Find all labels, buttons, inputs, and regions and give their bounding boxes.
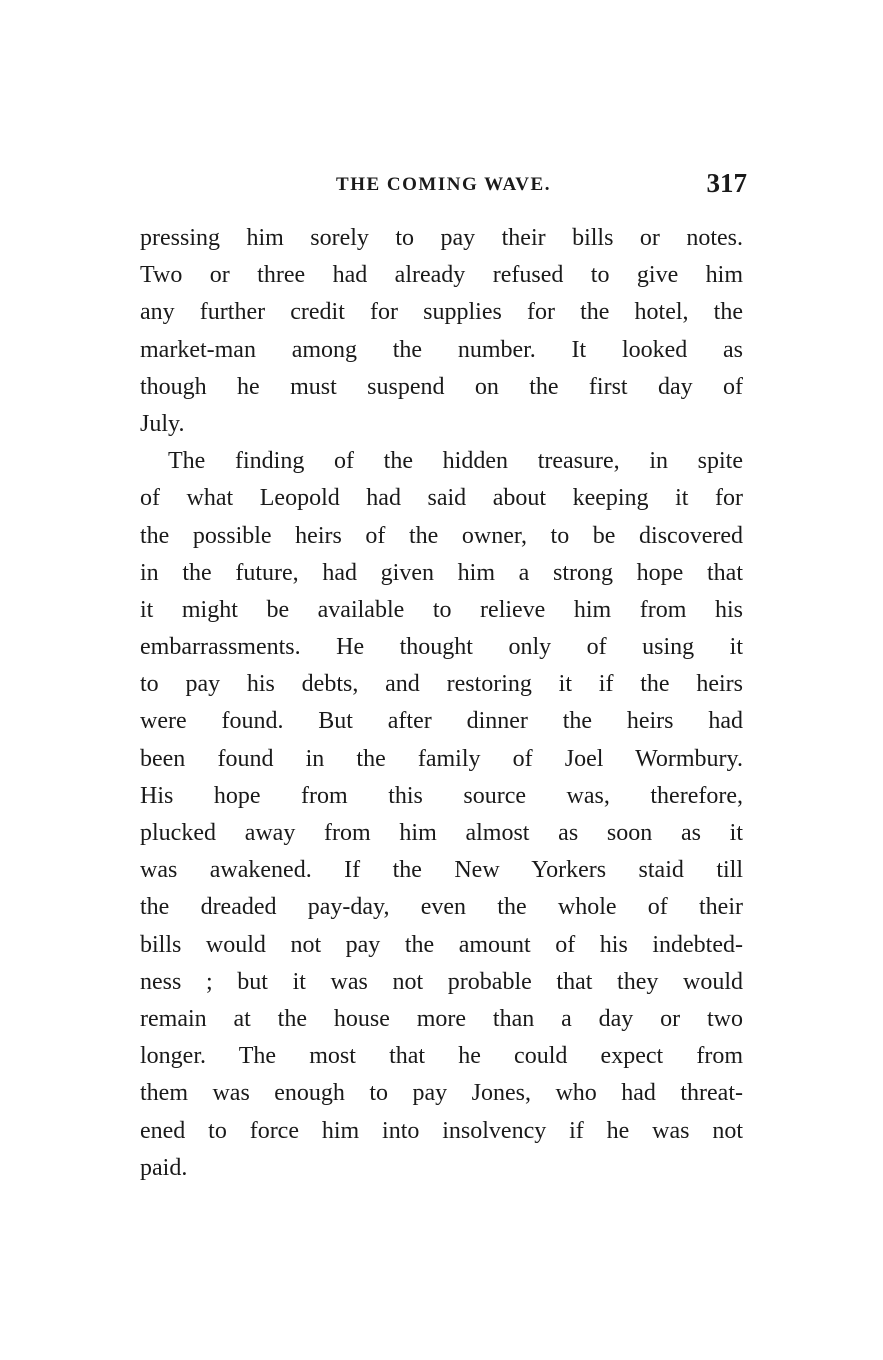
text-line: His hope from this source was, therefore, [140,782,743,809]
text-line: to pay his debts, and restoring it if the heirs [140,671,743,698]
text-line: been found in the family of Joel Wormbury. [140,745,743,772]
text-line: any further credit for supplies for the hotel, the [140,299,743,326]
page-number: 317 [706,168,747,198]
running-head [140,168,747,202]
text-line: the dreaded pay-day, even the whole of their [140,894,743,921]
text-line: them was enough to pay Jones, who had threat- [140,1080,743,1107]
text-line: were found. But after dinner the heirs had [140,708,743,735]
running-title: THE COMING WAVE. [336,174,551,195]
text-line: embarrassments. He thought only of using it [140,634,743,661]
text-line: ened to force him into insolvency if he was not [140,1117,743,1144]
text-line: was awakened. If the New Yorkers staid till [140,857,743,884]
text-line: Two or three had already refused to give him [140,262,743,289]
body-text [140,220,743,1187]
text-line: of what Leopold had said about keeping it for [140,485,743,512]
text-line: longer. The most that he could expect from [140,1043,743,1070]
text-line: paid. [140,1154,188,1181]
text-line: July. [140,410,185,437]
text-line: bills would not pay the amount of his indebted- [140,931,743,958]
text-line: the possible heirs of the owner, to be discovered [140,522,743,549]
text-line: in the future, had given him a strong hope that [140,559,743,586]
text-line: ness ; but it was not probable that they would [140,968,743,995]
text-line: remain at the house more than a day or two [140,1005,743,1032]
text-line: market-man among the number. It looked as [140,336,743,363]
paragraph-start-line: The finding of the hidden treasure, in spite [168,448,743,475]
text-line: plucked away from him almost as soon as it [140,820,743,846]
text-line: pressing him sorely to pay their bills or notes. [140,225,743,251]
text-line: it might be available to relieve him from his [140,596,743,623]
text-line: though he must suspend on the first day of [140,373,743,400]
